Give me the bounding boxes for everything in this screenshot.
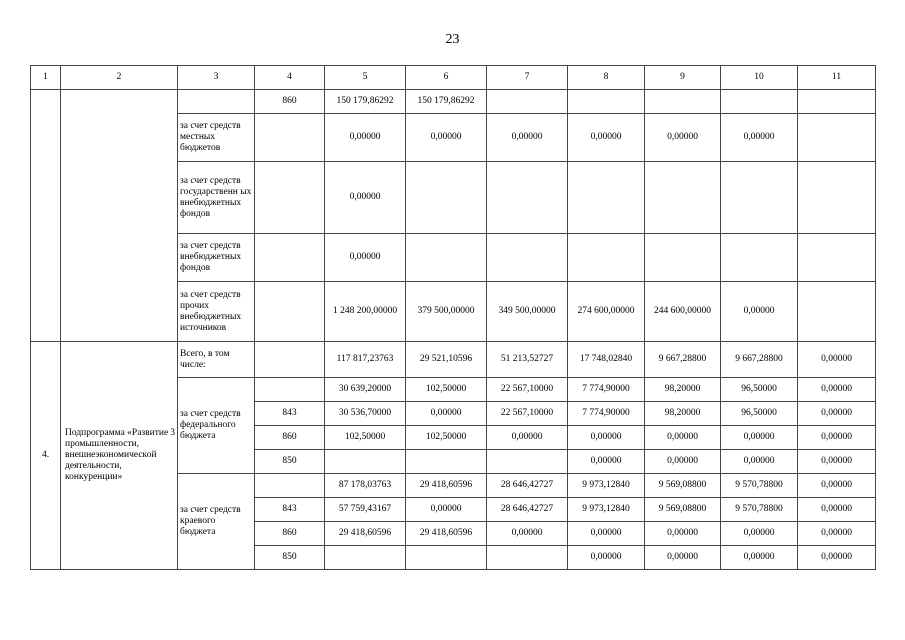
code-cell: 850 <box>255 450 325 474</box>
value-cell: 0,00000 <box>568 546 645 570</box>
value-cell: 29 418,60596 <box>325 522 406 546</box>
header-cell: 1 <box>31 66 61 90</box>
value-cell: 1 248 200,00000 <box>325 282 406 342</box>
value-cell: 9 667,28800 <box>721 342 798 378</box>
header-cell: 11 <box>798 66 876 90</box>
value-cell: 102,50000 <box>325 426 406 450</box>
code-cell <box>255 114 325 162</box>
value-cell <box>325 450 406 474</box>
code-cell <box>255 282 325 342</box>
value-cell: 244 600,00000 <box>645 282 721 342</box>
value-cell: 0,00000 <box>645 450 721 474</box>
value-cell: 0,00000 <box>325 234 406 282</box>
value-cell <box>645 162 721 234</box>
value-cell: 0,00000 <box>798 546 876 570</box>
header-cell: 9 <box>645 66 721 90</box>
value-cell <box>645 90 721 114</box>
value-cell <box>798 90 876 114</box>
value-cell: 274 600,00000 <box>568 282 645 342</box>
value-cell: 0,00000 <box>568 114 645 162</box>
value-cell <box>487 546 568 570</box>
value-cell: 29 418,60596 <box>406 474 487 498</box>
value-cell: 96,50000 <box>721 402 798 426</box>
value-cell <box>487 234 568 282</box>
value-cell: 9 973,12840 <box>568 498 645 522</box>
code-cell: 850 <box>255 546 325 570</box>
value-cell: 29 418,60596 <box>406 522 487 546</box>
value-cell: 98,20000 <box>645 402 721 426</box>
value-cell <box>798 162 876 234</box>
header-cell: 10 <box>721 66 798 90</box>
value-cell: 9 569,08800 <box>645 474 721 498</box>
code-cell: 860 <box>255 522 325 546</box>
value-cell: 349 500,00000 <box>487 282 568 342</box>
header-cell: 6 <box>406 66 487 90</box>
value-cell: 22 567,10000 <box>487 378 568 402</box>
value-cell: 0,00000 <box>798 522 876 546</box>
value-cell: 87 178,03763 <box>325 474 406 498</box>
program-name: Подпрограмма «Развитие промышленности, внешнеэкономической деятельности, конкуренции» <box>65 428 169 482</box>
value-cell: 0,00000 <box>487 114 568 162</box>
value-cell: 150 179,86292 <box>325 90 406 114</box>
row-number: 4. <box>31 342 61 570</box>
code-cell <box>255 474 325 498</box>
value-cell: 0,00000 <box>325 162 406 234</box>
value-cell: 0,00000 <box>325 114 406 162</box>
value-cell: 0,00000 <box>798 474 876 498</box>
value-cell: 9 569,08800 <box>645 498 721 522</box>
value-cell <box>798 234 876 282</box>
value-cell: 0,00000 <box>406 498 487 522</box>
value-cell <box>798 282 876 342</box>
value-cell: 0,00000 <box>721 282 798 342</box>
value-cell <box>721 234 798 282</box>
value-cell <box>721 90 798 114</box>
name-cell <box>61 90 178 342</box>
value-cell: 0,00000 <box>645 114 721 162</box>
value-cell: 0,00000 <box>721 450 798 474</box>
program-number: 3 <box>170 428 175 438</box>
value-cell: 22 567,10000 <box>487 402 568 426</box>
value-cell: 0,00000 <box>798 342 876 378</box>
value-cell: 7 774,90000 <box>568 378 645 402</box>
header-cell: 3 <box>178 66 255 90</box>
value-cell: 0,00000 <box>798 450 876 474</box>
value-cell: 0,00000 <box>798 498 876 522</box>
value-cell: 51 213,52727 <box>487 342 568 378</box>
desc-cell: за счет средств местных бюджетов <box>178 114 255 162</box>
value-cell <box>487 162 568 234</box>
value-cell: 9 570,78800 <box>721 474 798 498</box>
value-cell: 0,00000 <box>406 402 487 426</box>
value-cell: 9 973,12840 <box>568 474 645 498</box>
header-row <box>31 66 876 90</box>
desc-cell <box>178 90 255 114</box>
value-cell: 0,00000 <box>645 546 721 570</box>
desc-cell: за счет средств государственн ых внебюджетных фондов <box>178 162 255 234</box>
table-row <box>31 90 876 114</box>
value-cell: 28 646,42727 <box>487 474 568 498</box>
value-cell: 0,00000 <box>568 450 645 474</box>
value-cell <box>406 546 487 570</box>
value-cell <box>487 90 568 114</box>
value-cell: 0,00000 <box>645 426 721 450</box>
value-cell <box>721 162 798 234</box>
header-cell: 5 <box>325 66 406 90</box>
value-cell: 30 639,20000 <box>325 378 406 402</box>
value-cell: 117 817,23763 <box>325 342 406 378</box>
desc-cell: за счет средств краевого бюджета <box>178 474 255 570</box>
value-cell: 28 646,42727 <box>487 498 568 522</box>
header-cell: 8 <box>568 66 645 90</box>
table-row <box>31 342 876 378</box>
value-cell: 7 774,90000 <box>568 402 645 426</box>
header-cell: 4 <box>255 66 325 90</box>
value-cell: 0,00000 <box>487 426 568 450</box>
code-cell: 843 <box>255 498 325 522</box>
desc-cell: Всего, в том числе: <box>178 342 255 378</box>
value-cell: 0,00000 <box>487 522 568 546</box>
value-cell: 0,00000 <box>645 522 721 546</box>
value-cell: 0,00000 <box>721 546 798 570</box>
value-cell: 9 570,78800 <box>721 498 798 522</box>
value-cell: 379 500,00000 <box>406 282 487 342</box>
value-cell <box>568 90 645 114</box>
code-cell: 860 <box>255 426 325 450</box>
value-cell: 17 748,02840 <box>568 342 645 378</box>
page-number: 23 <box>445 32 460 47</box>
value-cell <box>798 114 876 162</box>
value-cell <box>568 162 645 234</box>
code-cell: 843 <box>255 402 325 426</box>
value-cell <box>406 234 487 282</box>
value-cell: 102,50000 <box>406 378 487 402</box>
code-cell: 860 <box>255 90 325 114</box>
value-cell: 0,00000 <box>798 426 876 450</box>
code-cell <box>255 342 325 378</box>
value-cell: 9 667,28800 <box>645 342 721 378</box>
value-cell: 150 179,86292 <box>406 90 487 114</box>
value-cell: 0,00000 <box>798 378 876 402</box>
value-cell <box>568 234 645 282</box>
value-cell: 57 759,43167 <box>325 498 406 522</box>
code-cell <box>255 234 325 282</box>
code-cell <box>255 162 325 234</box>
value-cell: 29 521,10596 <box>406 342 487 378</box>
value-cell: 0,00000 <box>568 522 645 546</box>
desc-cell: за счет средств прочих внебюджетных источников <box>178 282 255 342</box>
value-cell: 0,00000 <box>721 522 798 546</box>
desc-cell: за счет средств федерального бюджета <box>178 378 255 474</box>
value-cell: 0,00000 <box>798 402 876 426</box>
value-cell: 102,50000 <box>406 426 487 450</box>
value-cell: 0,00000 <box>721 426 798 450</box>
value-cell: 0,00000 <box>406 114 487 162</box>
value-cell: 30 536,70000 <box>325 402 406 426</box>
value-cell <box>406 450 487 474</box>
value-cell: 96,50000 <box>721 378 798 402</box>
value-cell <box>325 546 406 570</box>
desc-cell: за счет средств внебюджетных фондов <box>178 234 255 282</box>
header-cell: 7 <box>487 66 568 90</box>
value-cell: 98,20000 <box>645 378 721 402</box>
program-name-cell <box>61 342 178 570</box>
value-cell: 0,00000 <box>568 426 645 450</box>
value-cell: 0,00000 <box>721 114 798 162</box>
budget-table <box>30 65 876 570</box>
number-cell <box>31 90 61 342</box>
header-cell: 2 <box>61 66 178 90</box>
value-cell <box>487 450 568 474</box>
value-cell <box>645 234 721 282</box>
code-cell <box>255 378 325 402</box>
value-cell <box>406 162 487 234</box>
